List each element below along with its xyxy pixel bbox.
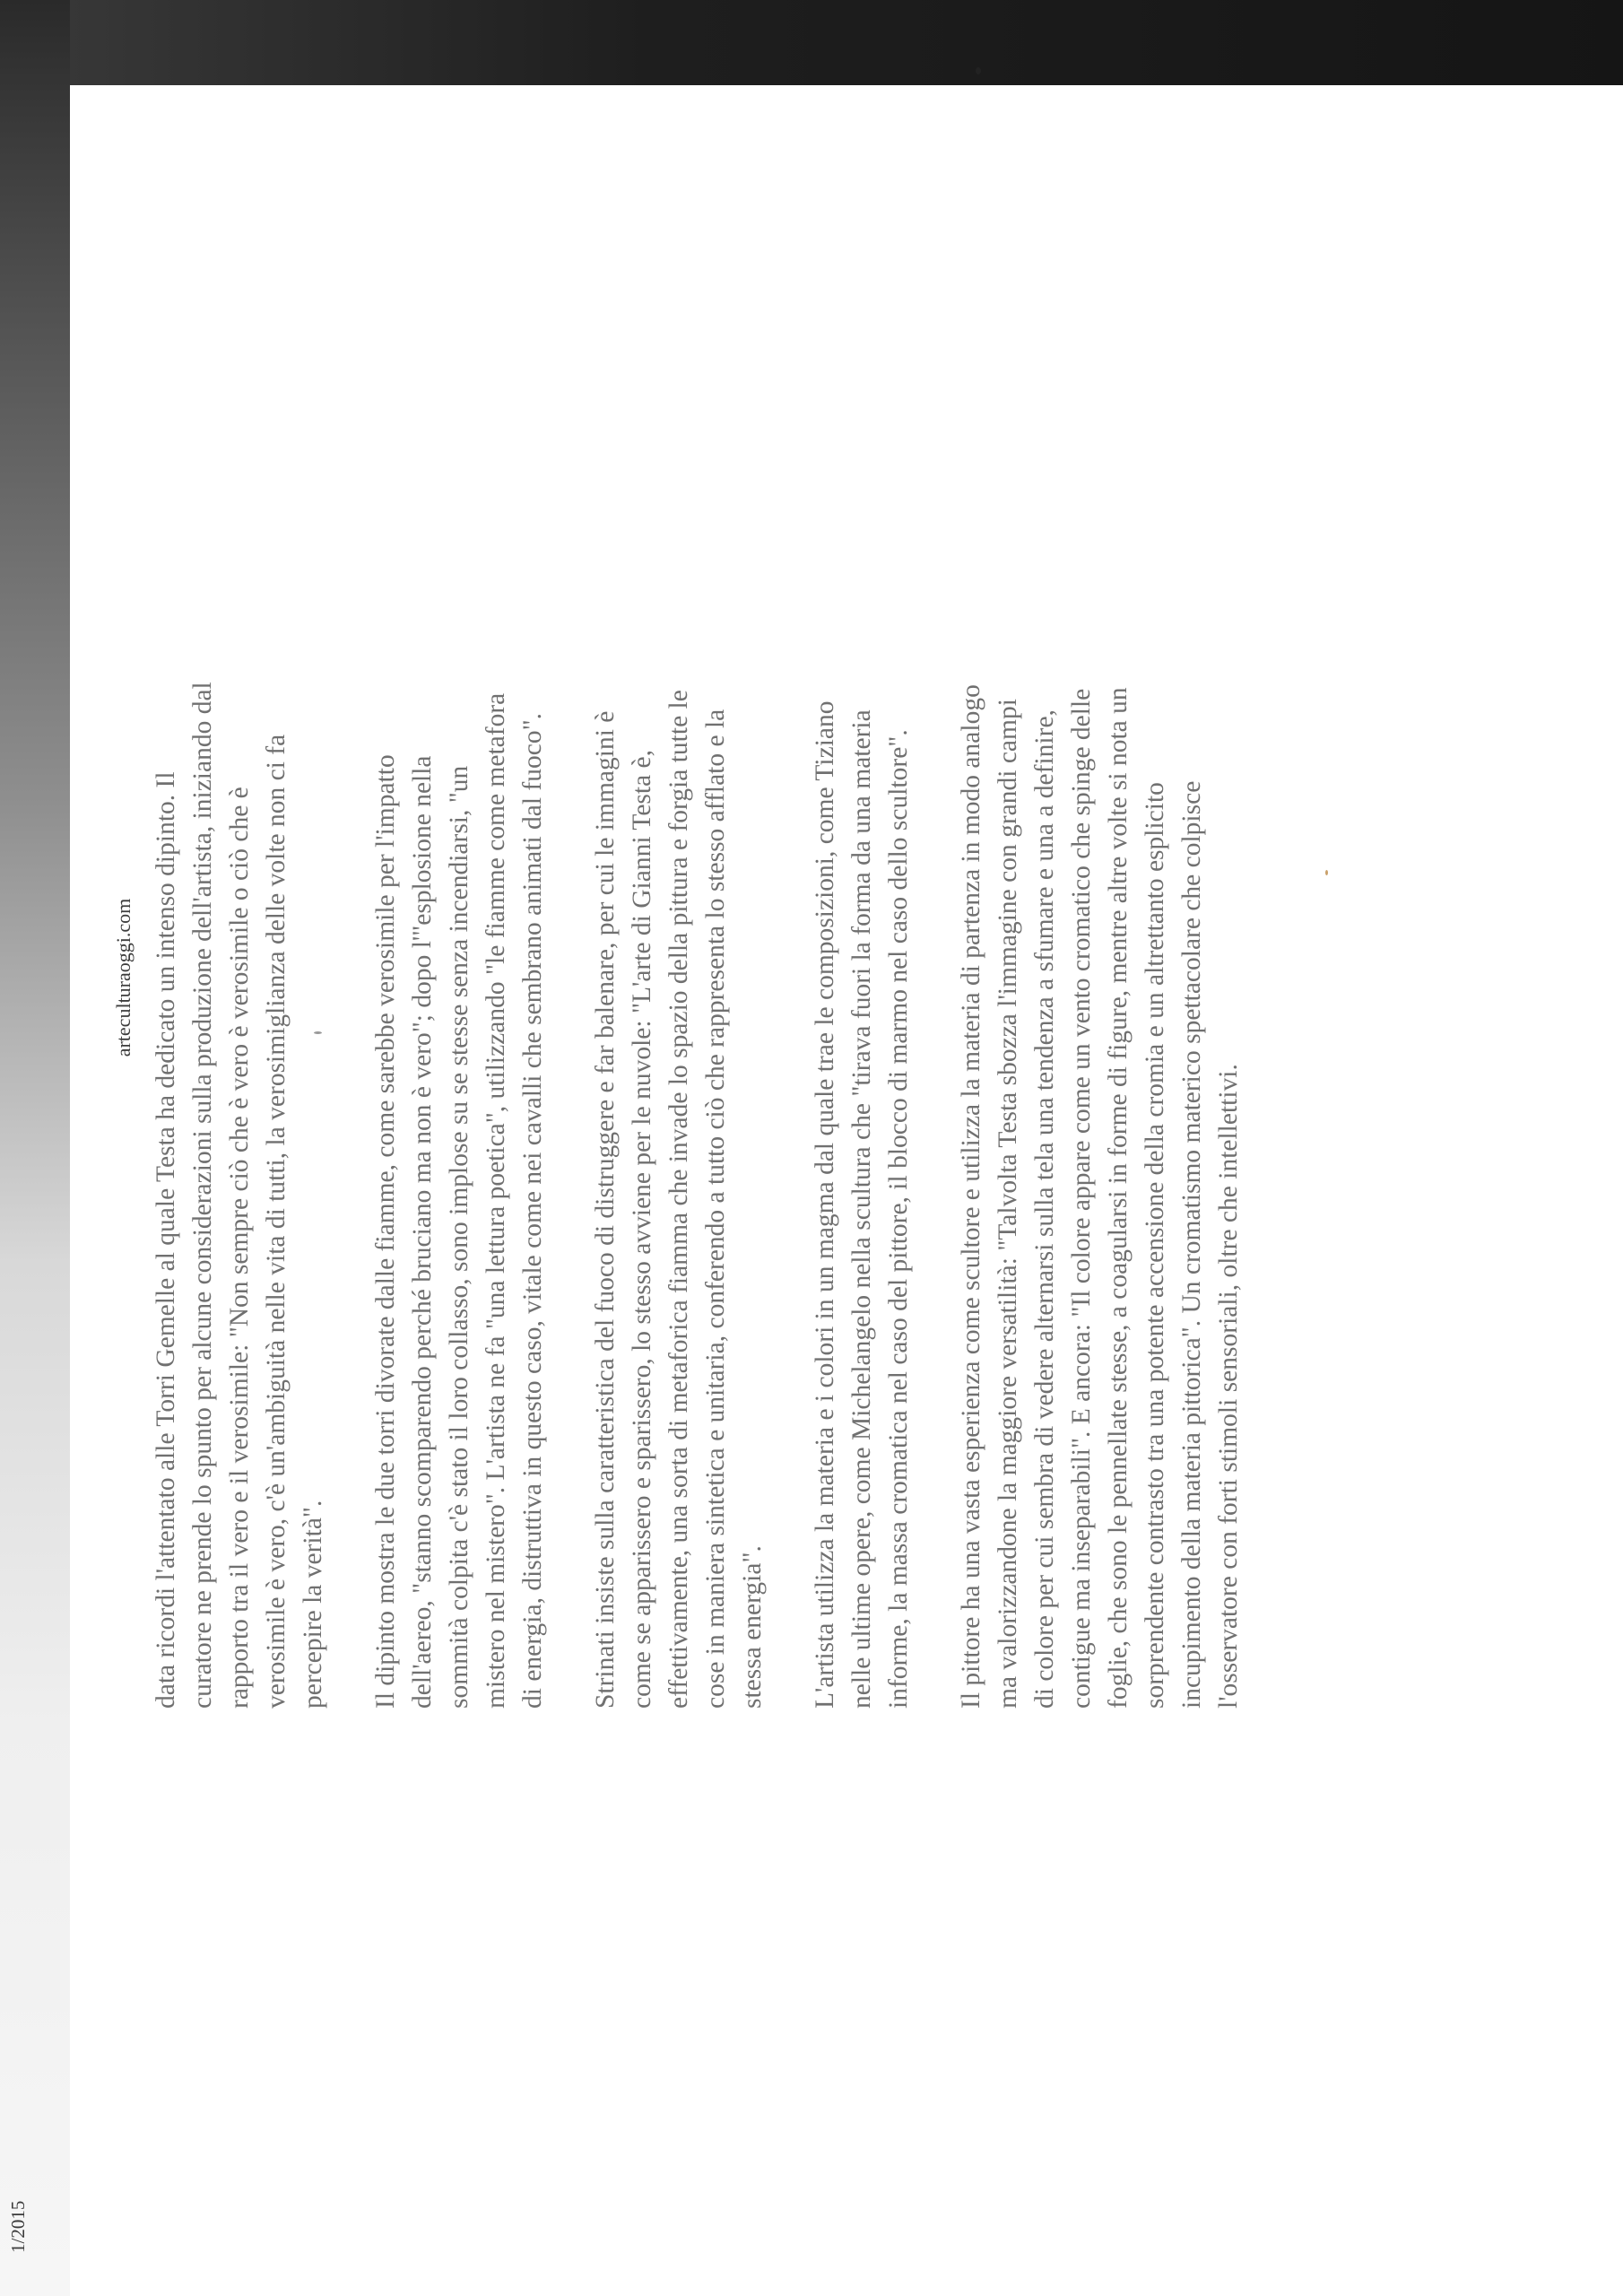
text-line: effettivamente, una sorta di metaforica fiamma che invade lo spazio della pittura e forgia tutte le [664,690,693,1709]
text-line: nelle ultime opere, come Michelangelo nella scultura che "tirava fuori la forma da una materia [847,709,876,1709]
text-line: incupimento della materia pittorica". Un cromatismo materico spettacolare che colpisce [1177,780,1206,1709]
scanner-background-top [0,0,1623,85]
article-body [148,229,1283,1709]
text-line: verosimile è vero, c'è un'ambiguità nelle vita di tutti, la verosimiglianza delle volte non ci fa [262,734,291,1709]
scanner-background-left [0,0,70,2296]
text-line: mistero nel mistero". L'artista ne fa "una lettura poetica", utilizzando "le fiamme come metafora [482,692,510,1709]
text-line: ma valorizzandone la maggiore versatilità: "Talvolta Testa sbozza l'immagine con grandi campi [994,699,1022,1709]
paragraph-4 [807,229,917,1709]
text-line: foglie, che sono le pennellate stesse, a coagularsi in forme di figure, mentre altre volte si nota un [1104,687,1133,1709]
text-line: Strinati insiste sulla caratteristica del fuoco di distruggere e far balenare, per cui le immagini è [591,710,620,1709]
text-line: sommità colpita c'è stato il loro collasso, sono implose su se stesse senza incendiarsi, "un [445,765,473,1709]
text-line: curatore ne prende lo spunto per alcune considerazioni sulla produzione dell'artista, iniziando dal [188,682,217,1709]
paragraph-5 [953,229,1247,1709]
text-line: rapporto tra il vero e il verosimile: "Non sempre ciò che è vero è verosimile o ciò che è [225,787,254,1709]
text-line: data ricordi l'attentato alle Torri Gemelle al quale Testa ha dedicato un intenso dipinto. Il [152,771,180,1709]
text-line: di colore per cui sembra di vedere alternarsi sulla tela una tendenza a sfumare e una a definire, [1030,709,1059,1709]
text-line: l'osservatore con forti stimoli sensoriali, oltre che intellettivi. [1214,1064,1243,1709]
text-line: Il dipinto mostra le due torri divorate dalle fiamme, come sarebbe verosimile per l'impatto [371,754,400,1709]
text-line: come se apparissero e sparissero, lo stesso avviene per le nuvole: "L'arte di Gianni Testa è, [628,749,656,1709]
paragraph-3 [587,229,771,1709]
text-line: cose in maniera sintetica e unitaria, conferendo a tutto ciò che rappresenta lo stesso afflato e la [701,709,730,1709]
text-line: Il pittore ha una vasta esperienza come scultore e utilizza la materia di partenza in modo analogo [957,684,985,1709]
corner-date: 1/2015 [7,2200,29,2253]
text-line: sorprendente contrasto tra una potente accensione della cromia e un altrettanto esplicito [1141,782,1169,1709]
text-line: di energia, distruttiva in questo caso, vitale come nei cavalli che sembrano animati dal fuoco". [518,712,547,1709]
text-line: dell'aereo, "stanno scomparendo perché bruciano ma non è vero"; dopo l'"esplosione nella [408,755,437,1709]
dust-speck [976,67,981,74]
paragraph-1 [148,229,332,1709]
text-line: L'artista utilizza la materia e i colori in un magma dal quale trae le composizioni, come Tiziano [811,700,839,1709]
text-line: stessa energia". [738,1545,767,1709]
text-line: percepire la verità". [299,1500,327,1709]
header-site: arteculturaoggi.com [112,898,135,1057]
paragraph-2 [368,229,551,1709]
text-line: informe, la massa cromatica nel caso del pittore, il blocco di marmo nel caso dello scultore". [884,729,913,1709]
text-line: contigue ma inseparabili". E ancora: "Il colore appare come un vento cromatico che spinge delle [1067,688,1096,1709]
dust-speck [1325,870,1328,875]
